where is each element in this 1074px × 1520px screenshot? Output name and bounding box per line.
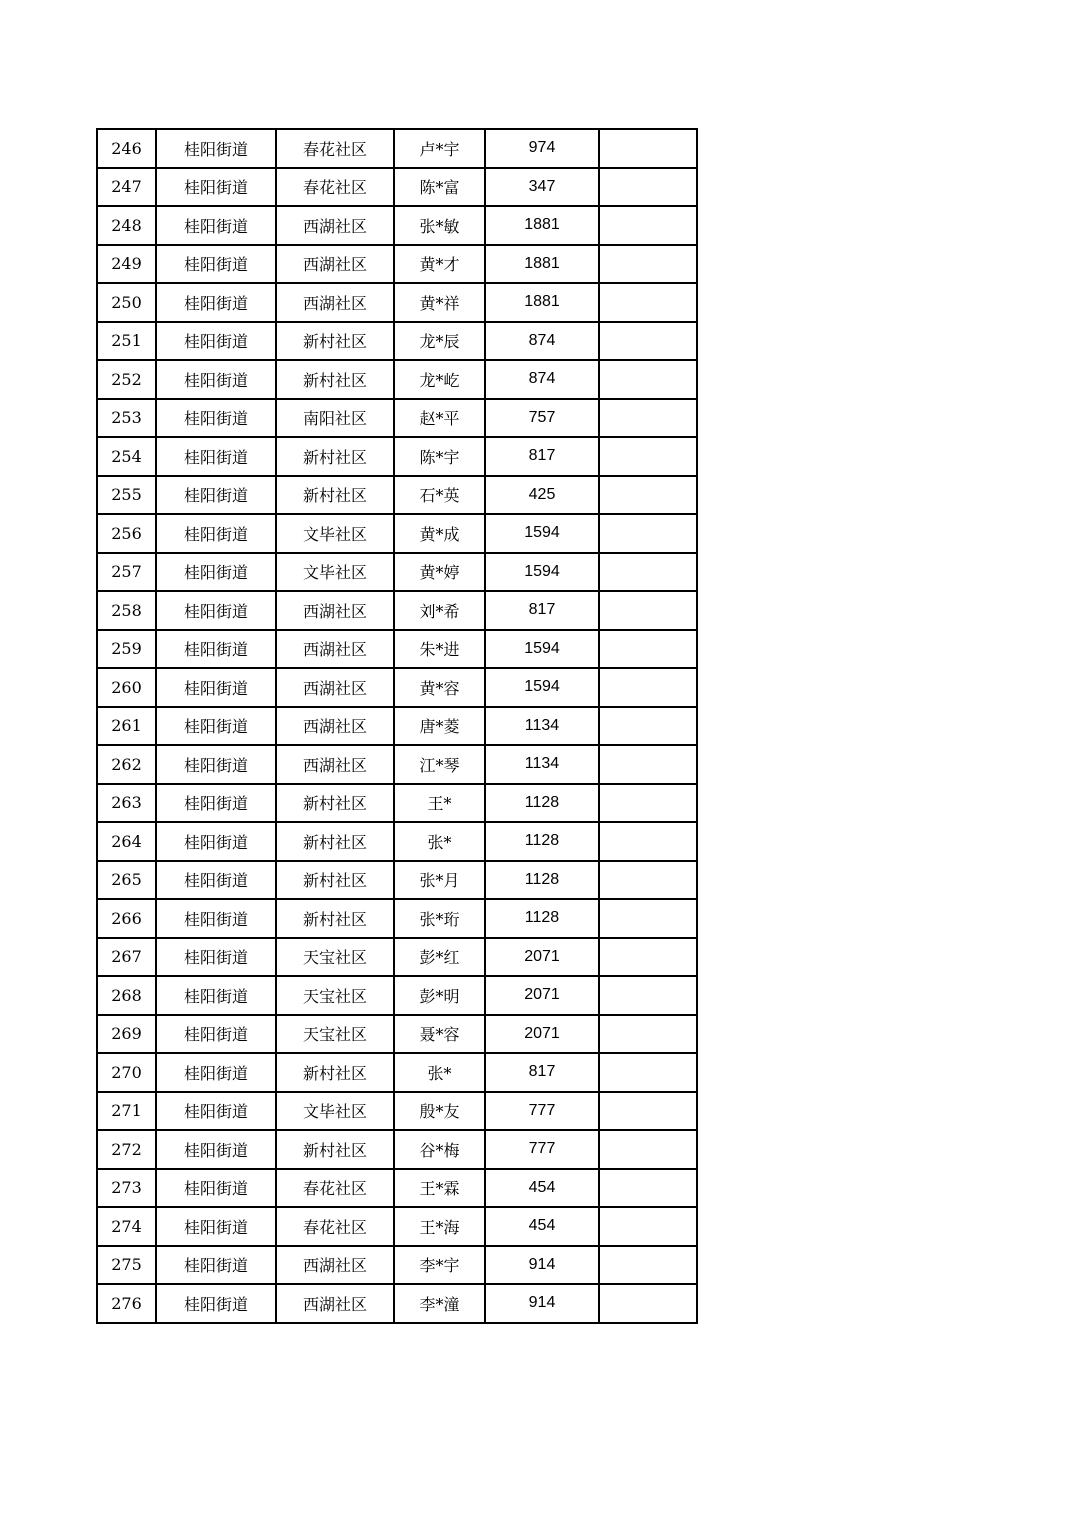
table-row xyxy=(97,129,697,168)
amount-cell: 777 xyxy=(485,1092,599,1131)
table-row xyxy=(97,1053,697,1092)
table-row xyxy=(97,168,697,207)
community-cell: 西湖社区 xyxy=(276,206,394,245)
table-row xyxy=(97,322,697,361)
row-number-cell: 256 xyxy=(97,514,156,553)
row-number-cell: 264 xyxy=(97,822,156,861)
street-cell: 桂阳街道 xyxy=(156,745,276,784)
amount-cell: 2071 xyxy=(485,1015,599,1054)
table-row xyxy=(97,861,697,900)
community-cell: 天宝社区 xyxy=(276,976,394,1015)
table-row xyxy=(97,938,697,977)
person-name-cell: 赵*平 xyxy=(394,399,485,438)
note-cell xyxy=(599,591,697,630)
community-cell: 春花社区 xyxy=(276,129,394,168)
amount-cell: 1128 xyxy=(485,784,599,823)
amount-cell: 1594 xyxy=(485,514,599,553)
table-row xyxy=(97,1169,697,1208)
table-body xyxy=(97,129,697,1323)
note-cell xyxy=(599,668,697,707)
person-name-cell: 谷*梅 xyxy=(394,1130,485,1169)
table-row xyxy=(97,245,697,284)
note-cell xyxy=(599,707,697,746)
person-name-cell: 龙*辰 xyxy=(394,322,485,361)
street-cell: 桂阳街道 xyxy=(156,899,276,938)
person-name-cell: 陈*宇 xyxy=(394,437,485,476)
community-cell: 天宝社区 xyxy=(276,1015,394,1054)
person-name-cell: 龙*屹 xyxy=(394,360,485,399)
person-name-cell: 张*珩 xyxy=(394,899,485,938)
row-number-cell: 271 xyxy=(97,1092,156,1131)
table-row xyxy=(97,745,697,784)
community-cell: 新村社区 xyxy=(276,822,394,861)
amount-cell: 1881 xyxy=(485,206,599,245)
street-cell: 桂阳街道 xyxy=(156,399,276,438)
row-number-cell: 251 xyxy=(97,322,156,361)
street-cell: 桂阳街道 xyxy=(156,206,276,245)
amount-cell: 1594 xyxy=(485,553,599,592)
community-cell: 西湖社区 xyxy=(276,283,394,322)
person-name-cell: 李*宇 xyxy=(394,1246,485,1285)
community-cell: 西湖社区 xyxy=(276,1284,394,1323)
street-cell: 桂阳街道 xyxy=(156,591,276,630)
row-number-cell: 268 xyxy=(97,976,156,1015)
note-cell xyxy=(599,437,697,476)
community-cell: 新村社区 xyxy=(276,322,394,361)
street-cell: 桂阳街道 xyxy=(156,1092,276,1131)
table-row xyxy=(97,1015,697,1054)
note-cell xyxy=(599,976,697,1015)
table-row xyxy=(97,591,697,630)
person-name-cell: 陈*富 xyxy=(394,168,485,207)
amount-cell: 1134 xyxy=(485,707,599,746)
person-name-cell: 张* xyxy=(394,822,485,861)
person-name-cell: 彭*红 xyxy=(394,938,485,977)
amount-cell: 347 xyxy=(485,168,599,207)
row-number-cell: 265 xyxy=(97,861,156,900)
community-cell: 新村社区 xyxy=(276,861,394,900)
note-cell xyxy=(599,206,697,245)
street-cell: 桂阳街道 xyxy=(156,861,276,900)
community-cell: 天宝社区 xyxy=(276,938,394,977)
row-number-cell: 252 xyxy=(97,360,156,399)
amount-cell: 1594 xyxy=(485,630,599,669)
note-cell xyxy=(599,784,697,823)
street-cell: 桂阳街道 xyxy=(156,322,276,361)
person-name-cell: 黄*容 xyxy=(394,668,485,707)
note-cell xyxy=(599,1015,697,1054)
amount-cell: 1128 xyxy=(485,899,599,938)
table-row xyxy=(97,360,697,399)
row-number-cell: 257 xyxy=(97,553,156,592)
person-name-cell: 李*潼 xyxy=(394,1284,485,1323)
street-cell: 桂阳街道 xyxy=(156,476,276,515)
row-number-cell: 266 xyxy=(97,899,156,938)
person-name-cell: 黄*婷 xyxy=(394,553,485,592)
person-name-cell: 王* xyxy=(394,784,485,823)
table-row xyxy=(97,283,697,322)
person-name-cell: 殷*友 xyxy=(394,1092,485,1131)
note-cell xyxy=(599,360,697,399)
row-number-cell: 254 xyxy=(97,437,156,476)
community-cell: 文毕社区 xyxy=(276,553,394,592)
amount-cell: 817 xyxy=(485,1053,599,1092)
amount-cell: 914 xyxy=(485,1284,599,1323)
street-cell: 桂阳街道 xyxy=(156,283,276,322)
row-number-cell: 263 xyxy=(97,784,156,823)
table-row xyxy=(97,206,697,245)
street-cell: 桂阳街道 xyxy=(156,168,276,207)
table-row xyxy=(97,1284,697,1323)
row-number-cell: 272 xyxy=(97,1130,156,1169)
person-name-cell: 张*敏 xyxy=(394,206,485,245)
person-name-cell: 张*月 xyxy=(394,861,485,900)
row-number-cell: 247 xyxy=(97,168,156,207)
street-cell: 桂阳街道 xyxy=(156,707,276,746)
note-cell xyxy=(599,322,697,361)
community-cell: 新村社区 xyxy=(276,1053,394,1092)
street-cell: 桂阳街道 xyxy=(156,1169,276,1208)
note-cell xyxy=(599,899,697,938)
note-cell xyxy=(599,745,697,784)
row-number-cell: 262 xyxy=(97,745,156,784)
community-cell: 南阳社区 xyxy=(276,399,394,438)
street-cell: 桂阳街道 xyxy=(156,668,276,707)
row-number-cell: 267 xyxy=(97,938,156,977)
table-row xyxy=(97,553,697,592)
note-cell xyxy=(599,630,697,669)
community-cell: 文毕社区 xyxy=(276,1092,394,1131)
street-cell: 桂阳街道 xyxy=(156,514,276,553)
amount-cell: 1134 xyxy=(485,745,599,784)
note-cell xyxy=(599,1092,697,1131)
note-cell xyxy=(599,514,697,553)
amount-cell: 777 xyxy=(485,1130,599,1169)
amount-cell: 454 xyxy=(485,1169,599,1208)
street-cell: 桂阳街道 xyxy=(156,553,276,592)
street-cell: 桂阳街道 xyxy=(156,1130,276,1169)
street-cell: 桂阳街道 xyxy=(156,822,276,861)
amount-cell: 1881 xyxy=(485,283,599,322)
person-name-cell: 刘*希 xyxy=(394,591,485,630)
person-name-cell: 彭*明 xyxy=(394,976,485,1015)
note-cell xyxy=(599,938,697,977)
street-cell: 桂阳街道 xyxy=(156,437,276,476)
community-cell: 西湖社区 xyxy=(276,1246,394,1285)
amount-cell: 874 xyxy=(485,360,599,399)
person-name-cell: 朱*进 xyxy=(394,630,485,669)
community-cell: 新村社区 xyxy=(276,899,394,938)
table-row xyxy=(97,784,697,823)
person-name-cell: 江*琴 xyxy=(394,745,485,784)
table-row xyxy=(97,822,697,861)
table-row xyxy=(97,399,697,438)
street-cell: 桂阳街道 xyxy=(156,360,276,399)
data-table xyxy=(96,128,698,1324)
person-name-cell: 张* xyxy=(394,1053,485,1092)
note-cell xyxy=(599,1207,697,1246)
street-cell: 桂阳街道 xyxy=(156,1207,276,1246)
amount-cell: 454 xyxy=(485,1207,599,1246)
community-cell: 新村社区 xyxy=(276,360,394,399)
amount-cell: 817 xyxy=(485,437,599,476)
amount-cell: 425 xyxy=(485,476,599,515)
community-cell: 新村社区 xyxy=(276,476,394,515)
community-cell: 新村社区 xyxy=(276,784,394,823)
community-cell: 春花社区 xyxy=(276,1169,394,1208)
row-number-cell: 258 xyxy=(97,591,156,630)
amount-cell: 874 xyxy=(485,322,599,361)
table-row xyxy=(97,668,697,707)
community-cell: 西湖社区 xyxy=(276,707,394,746)
amount-cell: 1594 xyxy=(485,668,599,707)
table-row xyxy=(97,1092,697,1131)
person-name-cell: 王*霖 xyxy=(394,1169,485,1208)
community-cell: 西湖社区 xyxy=(276,668,394,707)
person-name-cell: 聂*容 xyxy=(394,1015,485,1054)
note-cell xyxy=(599,1169,697,1208)
person-name-cell: 黄*祥 xyxy=(394,283,485,322)
street-cell: 桂阳街道 xyxy=(156,245,276,284)
row-number-cell: 259 xyxy=(97,630,156,669)
note-cell xyxy=(599,399,697,438)
row-number-cell: 274 xyxy=(97,1207,156,1246)
street-cell: 桂阳街道 xyxy=(156,129,276,168)
street-cell: 桂阳街道 xyxy=(156,784,276,823)
person-name-cell: 唐*菱 xyxy=(394,707,485,746)
row-number-cell: 253 xyxy=(97,399,156,438)
amount-cell: 914 xyxy=(485,1246,599,1285)
note-cell xyxy=(599,861,697,900)
row-number-cell: 255 xyxy=(97,476,156,515)
table-row xyxy=(97,899,697,938)
community-cell: 新村社区 xyxy=(276,437,394,476)
community-cell: 新村社区 xyxy=(276,1130,394,1169)
street-cell: 桂阳街道 xyxy=(156,1053,276,1092)
community-cell: 西湖社区 xyxy=(276,745,394,784)
note-cell xyxy=(599,822,697,861)
amount-cell: 817 xyxy=(485,591,599,630)
table-row xyxy=(97,630,697,669)
table-row xyxy=(97,514,697,553)
row-number-cell: 261 xyxy=(97,707,156,746)
amount-cell: 1881 xyxy=(485,245,599,284)
community-cell: 春花社区 xyxy=(276,1207,394,1246)
community-cell: 西湖社区 xyxy=(276,245,394,284)
note-cell xyxy=(599,1053,697,1092)
note-cell xyxy=(599,1130,697,1169)
person-name-cell: 石*英 xyxy=(394,476,485,515)
person-name-cell: 卢*宇 xyxy=(394,129,485,168)
note-cell xyxy=(599,283,697,322)
note-cell xyxy=(599,1246,697,1285)
table-row xyxy=(97,1130,697,1169)
row-number-cell: 269 xyxy=(97,1015,156,1054)
row-number-cell: 250 xyxy=(97,283,156,322)
row-number-cell: 246 xyxy=(97,129,156,168)
note-cell xyxy=(599,476,697,515)
community-cell: 春花社区 xyxy=(276,168,394,207)
amount-cell: 974 xyxy=(485,129,599,168)
amount-cell: 2071 xyxy=(485,938,599,977)
street-cell: 桂阳街道 xyxy=(156,938,276,977)
person-name-cell: 黄*才 xyxy=(394,245,485,284)
row-number-cell: 248 xyxy=(97,206,156,245)
person-name-cell: 黄*成 xyxy=(394,514,485,553)
note-cell xyxy=(599,129,697,168)
community-cell: 西湖社区 xyxy=(276,630,394,669)
community-cell: 文毕社区 xyxy=(276,514,394,553)
amount-cell: 1128 xyxy=(485,822,599,861)
note-cell xyxy=(599,553,697,592)
table-row xyxy=(97,1246,697,1285)
table-row xyxy=(97,1207,697,1246)
street-cell: 桂阳街道 xyxy=(156,630,276,669)
street-cell: 桂阳街道 xyxy=(156,1015,276,1054)
row-number-cell: 276 xyxy=(97,1284,156,1323)
table-row xyxy=(97,707,697,746)
row-number-cell: 275 xyxy=(97,1246,156,1285)
amount-cell: 1128 xyxy=(485,861,599,900)
table-row xyxy=(97,476,697,515)
row-number-cell: 249 xyxy=(97,245,156,284)
note-cell xyxy=(599,1284,697,1323)
row-number-cell: 270 xyxy=(97,1053,156,1092)
street-cell: 桂阳街道 xyxy=(156,1246,276,1285)
note-cell xyxy=(599,245,697,284)
street-cell: 桂阳街道 xyxy=(156,1284,276,1323)
street-cell: 桂阳街道 xyxy=(156,976,276,1015)
row-number-cell: 260 xyxy=(97,668,156,707)
amount-cell: 757 xyxy=(485,399,599,438)
note-cell xyxy=(599,168,697,207)
community-cell: 西湖社区 xyxy=(276,591,394,630)
table-row xyxy=(97,976,697,1015)
amount-cell: 2071 xyxy=(485,976,599,1015)
row-number-cell: 273 xyxy=(97,1169,156,1208)
person-name-cell: 王*海 xyxy=(394,1207,485,1246)
table-row xyxy=(97,437,697,476)
